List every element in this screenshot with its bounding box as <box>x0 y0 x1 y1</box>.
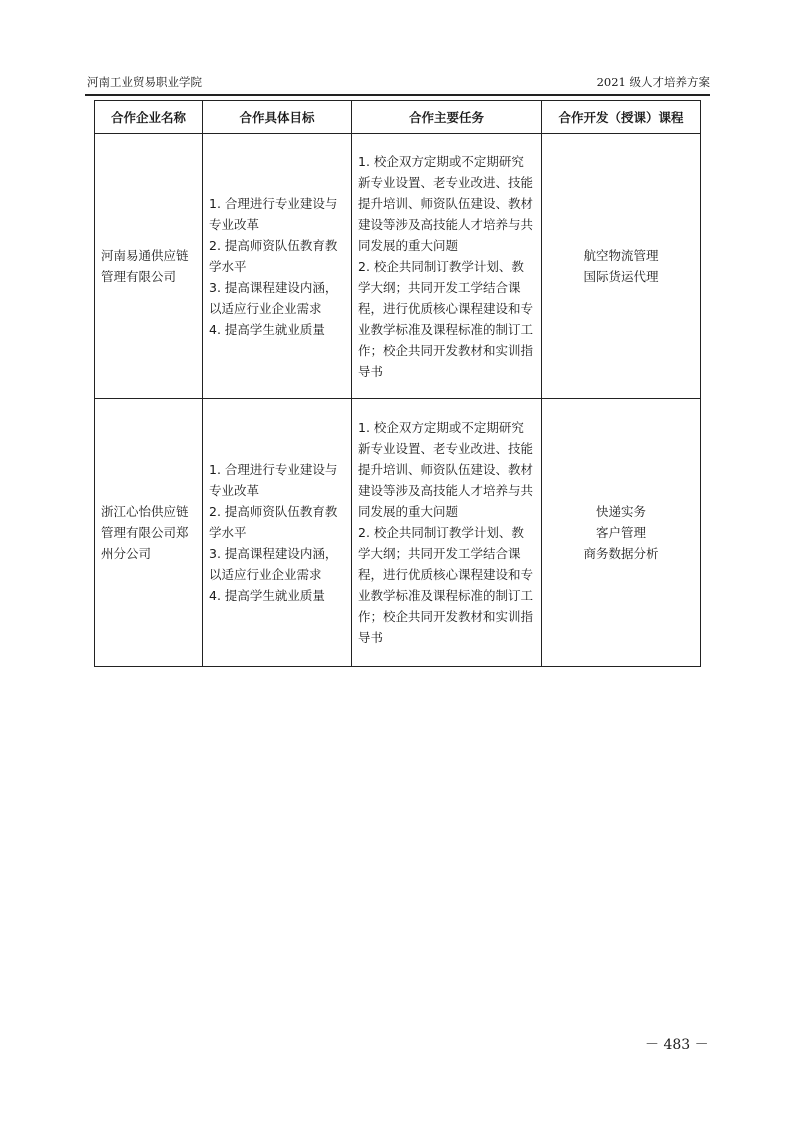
goals-cell <box>203 399 352 667</box>
task-item: 1. 校企双方定期或不定期研究新专业设置、老专业改进、技能提升培训、师资队伍建设、教材建设等涉及高技能人才培养与共同发展的重大问题 <box>358 153 534 253</box>
task-item: 2. 校企共同制订教学计划、教学大纲；共同开发工学结合课程，进行优质核心课程建设和专业教学标准及课程标准的制订工作；校企共同开发教材和实训指导书 <box>358 258 534 379</box>
goal-item: 3. 提高课程建设内涵，以适应行业企业需求 <box>209 279 338 316</box>
company-cell: 浙江心怡供应链管理有限公司郑州分公司 <box>95 399 203 667</box>
page-number: － 483 － <box>645 1037 709 1053</box>
tasks-cell <box>352 399 542 667</box>
goal-item: 3. 提高课程建设内涵，以适应行业企业需求 <box>209 546 338 582</box>
course-item: 国际货运代理 <box>583 269 659 284</box>
goal-item: 4. 提高学生就业质量 <box>209 321 325 337</box>
task-item: 1. 校企双方定期或不定期研究新专业设置、老专业改进、技能提升培训、师资队伍建设、教材建设等涉及高技能人才培养与共同发展的重大问题 <box>358 420 534 519</box>
table-row <box>95 134 701 399</box>
goal-item: 2. 提高师资队伍教育教学水平 <box>209 237 338 274</box>
course-item: 快递实务 <box>595 504 646 519</box>
page-header <box>85 72 710 96</box>
table-header-row <box>95 101 701 134</box>
course-item: 航空物流管理 <box>583 248 659 263</box>
course-item: 客户管理 <box>595 525 646 540</box>
goal-item: 4. 提高学生就业质量 <box>209 588 325 603</box>
company-cell: 河南易通供应链管理有限公司 <box>95 134 203 399</box>
column-header-company: 合作企业名称 <box>95 101 203 134</box>
goal-item: 1. 合理进行专业建设与专业改革 <box>209 462 338 498</box>
tasks-cell <box>352 134 542 399</box>
courses-cell <box>542 399 701 667</box>
column-header-goals: 合作具体目标 <box>203 101 352 134</box>
plan-title: 2021 级人才培养方案 <box>596 75 710 89</box>
courses-cell <box>542 134 701 399</box>
course-item: 商务数据分析 <box>583 546 659 561</box>
table-row <box>95 399 701 667</box>
goals-cell <box>203 134 352 399</box>
goal-item: 1. 合理进行专业建设与专业改革 <box>209 195 338 232</box>
column-header-tasks: 合作主要任务 <box>352 101 542 134</box>
task-item: 2. 校企共同制订教学计划、教学大纲；共同开发工学结合课程，进行优质核心课程建设和专业教学标准及课程标准的制订工作；校企共同开发教材和实训指导书 <box>358 525 534 645</box>
school-name: 河南工业贸易职业学院 <box>87 75 202 89</box>
column-header-courses: 合作开发（授课）课程 <box>542 101 701 134</box>
goal-item: 2. 提高师资队伍教育教学水平 <box>209 504 338 540</box>
cooperation-table <box>94 100 701 667</box>
